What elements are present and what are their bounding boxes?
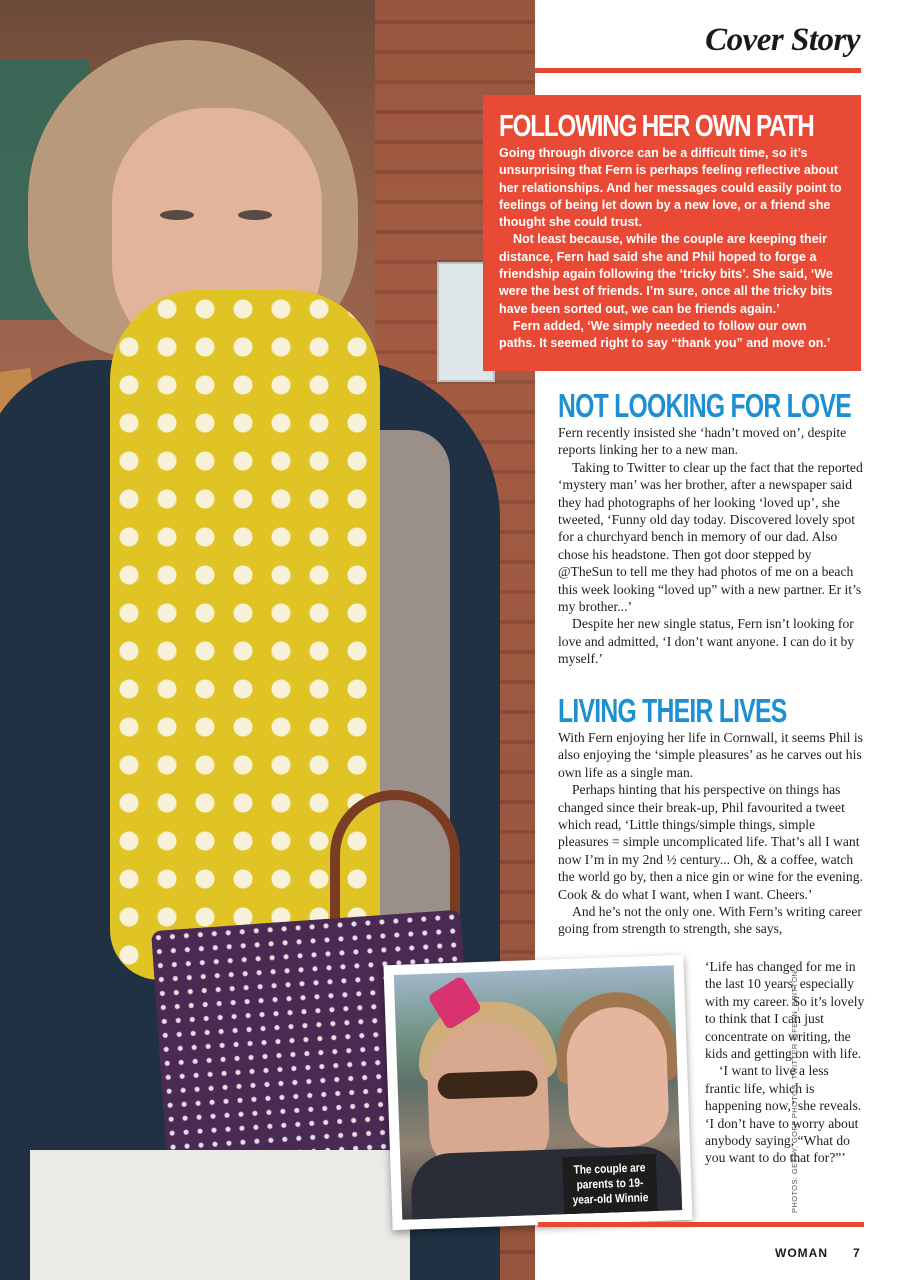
section-heading: NOT LOOKING FOR LOVE bbox=[558, 387, 852, 424]
top-rule bbox=[535, 68, 861, 73]
body-paragraph: And he’s not the only one. With Fern’s writing career going from strength to strength, she says, bbox=[558, 904, 862, 937]
photo-caption: The couple are parents to 19-year-old Winnie bbox=[562, 1154, 658, 1219]
selfie-image bbox=[394, 965, 682, 1220]
inset-photo bbox=[383, 955, 692, 1230]
body-paragraph: Fern recently insisted she ‘hadn’t moved on’, despite reports linking her to a new man. bbox=[558, 425, 847, 458]
sidebar-box bbox=[483, 95, 861, 371]
left-eye bbox=[160, 210, 194, 220]
section-heading: LIVING THEIR LIVES bbox=[558, 692, 787, 729]
wrapped-text-column bbox=[705, 958, 865, 1167]
section-living-their-lives bbox=[558, 693, 864, 938]
sidebar-heading: FOLLOWING HER OWN PATH bbox=[499, 108, 814, 143]
body-paragraph: Perhaps hinting that his perspective on things has changed since their break-up, Phil favourited a tweet which read, ‘Little things/simple things, simple pleasures = simple uncomplicated life. That’s all I want now I’m in my 2nd ½ century... Oh, & a coffee, watch the world go by, then a nice gin or wine for the evening. Cook & do what I want, when I want. Cheers.’ bbox=[558, 782, 863, 902]
photo-credit: PHOTOS: GETTY, GOFF PHOTOS, TWITTER @FERN_BRITTON bbox=[790, 970, 799, 1213]
section-title: Cover Story bbox=[705, 22, 860, 58]
body-paragraph: ‘Life has changed for me in the last 10 years, especially with my career. So it’s lovely to think that I can just concentrate on writing, the kids and getting on with life. bbox=[705, 959, 865, 1062]
sunglasses bbox=[437, 1070, 538, 1099]
magazine-name: WOMAN bbox=[775, 1246, 828, 1260]
bottom-rule bbox=[538, 1222, 864, 1227]
face bbox=[565, 1006, 670, 1149]
body-paragraph: Despite her new single status, Fern isn’t looking for love and admitted, ‘I don’t want anyone. I can do it by myself.’ bbox=[558, 616, 855, 667]
body-paragraph: Taking to Twitter to clear up the fact that the reported ‘mystery man’ was her brother, after a newspaper said they had photographs of her looking ‘loved up’, she tweeted, ‘Funny old day today. Discovered lovely spot for a churchyard bench in memory of our dad. Also chose his headstone. Then got door stepped by @TheSun to tell me they had photos of me on a beach this week looking “loved up” with a new partner. Er it’s my brother...’ bbox=[558, 459, 863, 615]
right-eye bbox=[238, 210, 272, 220]
sidebar-paragraph: Not least because, while the couple are keeping their distance, Fern had said she and Phil hoped to forge a friendship again following the ‘tricky bits’. She said, ‘We were the best of friends. I’m sure, once all the tricky bits have been sorted out, we can be friends again.’ bbox=[499, 232, 833, 316]
sidebar-paragraph: Fern added, ‘We simply needed to follow our own paths. It seemed right to say “thank you” and move on.’ bbox=[499, 318, 831, 351]
body-paragraph: ‘I want to live a less frantic life, which is happening now,’ she reveals. ‘I don’t have to worry about anybody saying, “What do you want to do that for?”’ bbox=[705, 1063, 862, 1166]
body-paragraph: With Fern enjoying her life in Cornwall, it seems Phil is also enjoying the ‘simple pleasures’ as he carves out his own life as a single man. bbox=[558, 730, 863, 780]
page-number: 7 bbox=[853, 1246, 860, 1260]
white-trousers bbox=[30, 1150, 410, 1280]
section-not-looking-for-love bbox=[558, 388, 864, 668]
sidebar-paragraph: Going through divorce can be a difficult time, so it’s unsurprising that Fern is perhaps feeling reflective about her relationships. And her messages could easily point to feelings of being let down by a new love, or a friend she thought she could trust. bbox=[499, 146, 842, 230]
